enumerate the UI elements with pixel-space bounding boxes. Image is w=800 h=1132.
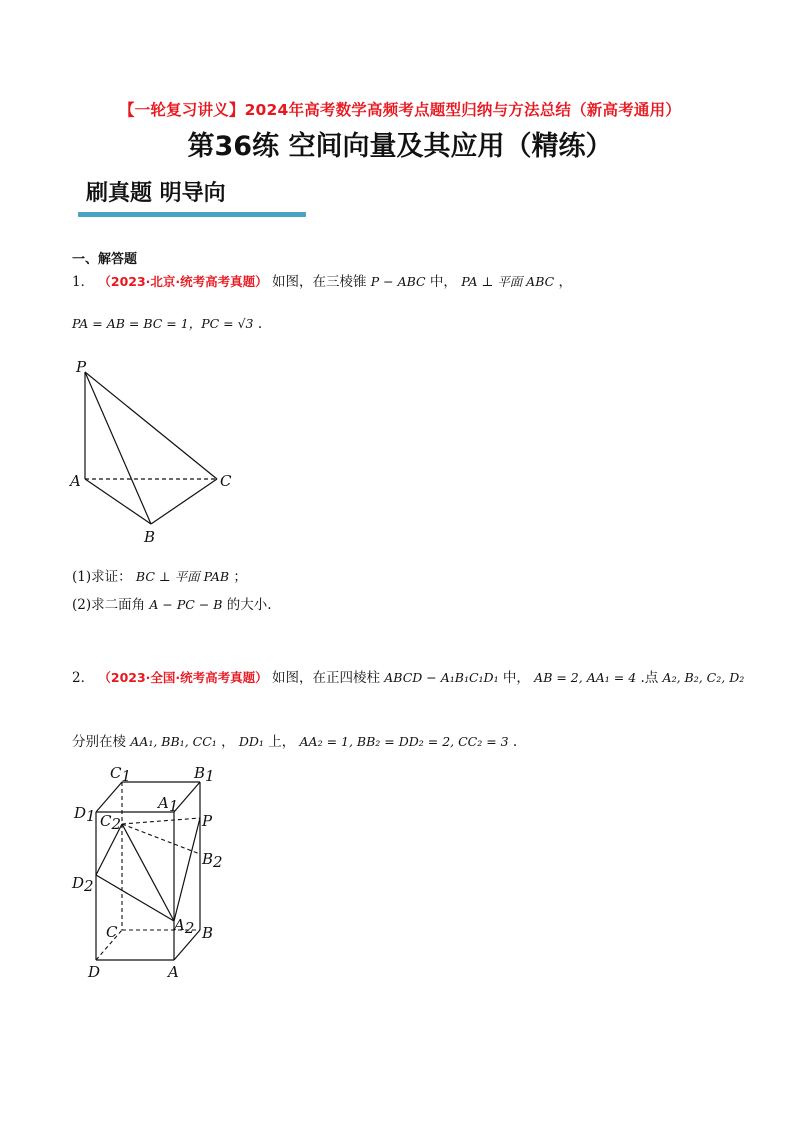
svg-text:A2: A2 bbox=[174, 916, 195, 937]
q2-prism-figure bbox=[62, 760, 232, 990]
q2-line2-edges: AA₁, BB₁, CC₁ bbox=[130, 734, 217, 749]
edge-c2b2-hidden bbox=[122, 824, 200, 854]
svg-text:P: P bbox=[202, 812, 213, 830]
q2-line2-edge-dd1: DD₁ bbox=[238, 734, 264, 749]
label-c: C bbox=[220, 472, 232, 490]
q1-part1-expr: BC ⊥ 平面 PAB bbox=[135, 569, 230, 584]
q2-line2-mid: 上， bbox=[268, 734, 296, 750]
q1-part1-end: ； bbox=[233, 569, 247, 585]
edge-a2p bbox=[174, 818, 200, 921]
svg-text:B: B bbox=[202, 924, 214, 942]
q1-part1-label: (1)求证： bbox=[72, 569, 132, 585]
page-title: 第36练 空间向量及其应用（精练） bbox=[187, 131, 613, 162]
svg-text:D2: D2 bbox=[72, 874, 94, 895]
q1-number: 1． bbox=[72, 274, 95, 290]
q2-line1 bbox=[72, 666, 744, 686]
svg-text:D: D bbox=[88, 963, 101, 981]
edge-bc bbox=[151, 479, 217, 524]
q2-mid2: .点 bbox=[640, 670, 659, 686]
q2-number: 2． bbox=[72, 670, 95, 686]
edge-d1c1 bbox=[96, 782, 122, 812]
svg-text:B2: B2 bbox=[202, 850, 223, 871]
svg-text:C2: C2 bbox=[100, 812, 122, 833]
section-heading: 刷真题 明导向 bbox=[86, 181, 226, 206]
q1-expr-pyramid: P − ABC bbox=[370, 274, 426, 289]
q2-lead: 如图，在正四棱柱 bbox=[271, 670, 380, 686]
q2-source: （2023·全国·统考高考真题） bbox=[98, 670, 268, 685]
label-p: P bbox=[76, 358, 87, 376]
q1-line2-end: . bbox=[257, 316, 263, 332]
q1-lead: 如图，在三棱锥 bbox=[271, 274, 367, 290]
q1-part2 bbox=[72, 593, 272, 613]
svg-text:A: A bbox=[168, 963, 179, 981]
part-heading: 一、解答题 bbox=[72, 252, 138, 267]
edge-pc bbox=[85, 372, 217, 479]
section-underline bbox=[78, 212, 306, 217]
q2-line2-sep: ， bbox=[221, 734, 235, 750]
q1-end: ， bbox=[558, 274, 572, 290]
q2-mid1: 中， bbox=[502, 670, 530, 686]
q2-line2 bbox=[72, 730, 517, 750]
svg-text:D1: D1 bbox=[74, 804, 96, 825]
q2-expr-lengths: AB = 2, AA₁ = 4 bbox=[534, 670, 637, 685]
q1-line2 bbox=[72, 314, 262, 332]
q2-line2-lead: 分别在棱 bbox=[72, 734, 126, 750]
q2-line2-end: . bbox=[512, 734, 518, 750]
q2-line2-conditions: AA₂ = 1, BB₂ = DD₂ = 2, CC₂ = 3 bbox=[299, 734, 509, 749]
label-b: B bbox=[144, 528, 156, 546]
q1-source: （2023·北京·统考高考真题） bbox=[98, 274, 268, 289]
q1-part2-label: (2)求二面角 bbox=[72, 597, 146, 613]
svg-text:C1: C1 bbox=[110, 764, 132, 785]
edge-c2a2 bbox=[122, 824, 174, 921]
q1-part1 bbox=[72, 565, 247, 585]
svg-text:C: C bbox=[106, 923, 118, 941]
label-a: A bbox=[70, 472, 81, 490]
q1-line2-expr: PA = AB = BC = 1，PC = √3 bbox=[72, 316, 254, 331]
svg-text:B1: B1 bbox=[194, 764, 215, 785]
series-title: 【一轮复习讲义】2024年高考数学高频考点题型归纳与方法总结（新高考通用） bbox=[118, 101, 682, 119]
q1-pyramid-figure bbox=[60, 352, 250, 552]
q2-expr-points: A₂, B₂, C₂, D₂ bbox=[662, 670, 745, 685]
q2-expr-prism: ABCD − A₁B₁C₁D₁ bbox=[384, 670, 499, 685]
q1-expr-perp: PA ⊥ 平面 ABC bbox=[461, 274, 555, 289]
q1-mid: 中， bbox=[429, 274, 457, 290]
q1-part2-expr: A − PC − B bbox=[149, 597, 223, 612]
edge-c2p-hidden bbox=[122, 818, 200, 824]
q1-line1 bbox=[72, 270, 572, 290]
q1-part2-end: 的大小. bbox=[226, 597, 272, 613]
svg-text:A1: A1 bbox=[158, 794, 179, 815]
